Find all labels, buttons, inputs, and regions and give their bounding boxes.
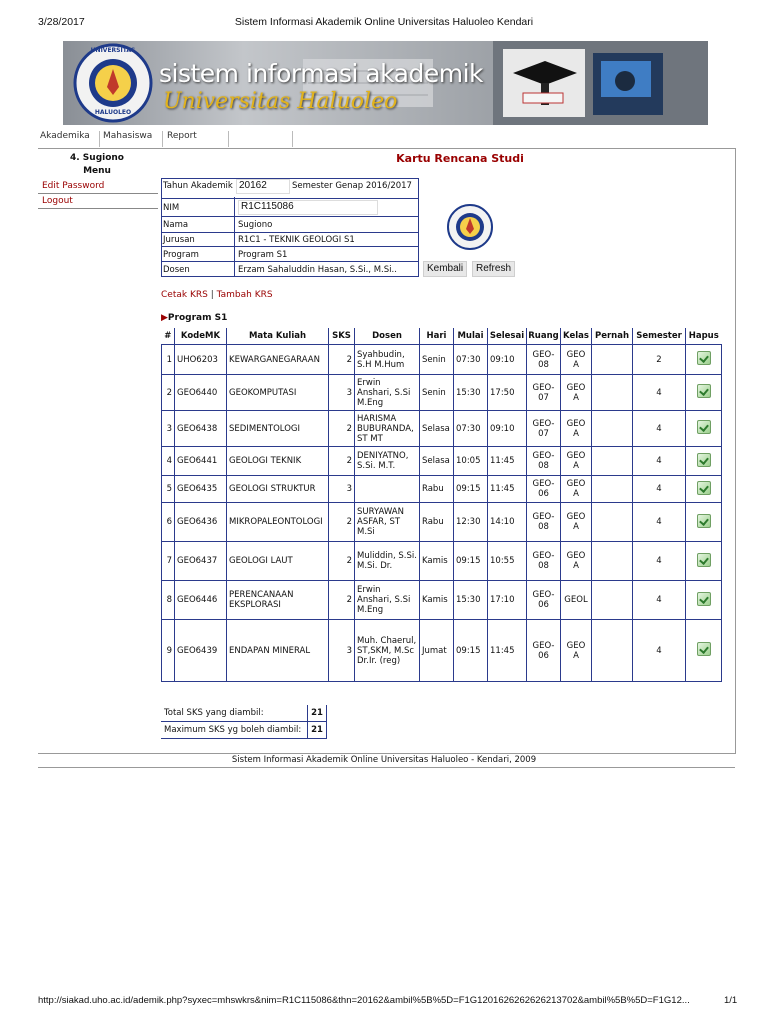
nav-separator [228,131,229,147]
col-dosen: Dosen [355,328,420,345]
sks-summary [161,705,327,739]
cell-dosen: SURYAWAN ASFAR, ST M.Si [355,503,420,542]
row-line [161,261,419,262]
cell-sks: 2 [329,345,355,375]
cell-kelas: GEO A [561,476,592,503]
cell-ruang: GEO-08 [527,503,561,542]
cell-dosen: HARISMA BUBURANDA, ST MT [355,411,420,447]
cell-matakuliah: PERENCANAAN EKSPLORASI [227,581,329,620]
cell-sks: 2 [329,503,355,542]
program-heading-text: Program S1 [167,313,228,323]
cell-kodemk: GEO6440 [175,375,227,411]
table-row [162,345,722,375]
cell-pernah [592,503,633,542]
print-header [0,16,768,30]
nav-mahasiswa[interactable]: Mahasiswa [103,131,153,141]
row-line [161,216,419,217]
col-selesai: Selesai [488,328,527,345]
nama-label: Nama [163,220,189,230]
nav-akademika[interactable]: Akademika [40,131,90,141]
total-row [161,705,327,722]
row-line [161,232,419,233]
tambah-krs-link[interactable]: Tambah KRS [216,290,273,300]
cell-pernah [592,411,633,447]
cell-no: 9 [162,620,175,682]
cell-kelas: GEO A [561,345,592,375]
cell-hari: Senin [420,375,454,411]
table-row [162,411,722,447]
kembali-button[interactable]: Kembali [423,261,467,277]
col-pernah: Pernah [592,328,633,345]
cell-mulai: 07:30 [454,345,488,375]
cell-kodemk: GEO6437 [175,542,227,581]
cell-hapus [686,620,722,682]
cell-selesai: 17:50 [488,375,527,411]
footer-text: Sistem Informasi Akademik Online Universitas Haluoleo - Kendari, 2009 [231,755,537,765]
cell-ruang: GEO-06 [527,620,561,682]
cell-hari: Rabu [420,476,454,503]
cell-ruang: GEO-06 [527,476,561,503]
cell-kelas: GEO A [561,411,592,447]
cell-dosen: Erwin Anshari, S.Si M.Eng [355,375,420,411]
cell-matakuliah: SEDIMENTOLOGI [227,411,329,447]
cell-semester: 4 [633,503,686,542]
sidebar-user [38,152,156,178]
cell-hari: Jumat [420,620,454,682]
cell-sks: 2 [329,581,355,620]
site-banner [63,41,708,125]
seal-top-text: UNIVERSITAS [90,47,136,54]
cell-no: 3 [162,411,175,447]
cell-dosen: Syahbudin, S.H M.Hum [355,345,420,375]
col-line [234,197,235,277]
cell-matakuliah: GEOLOGI TEKNIK [227,447,329,476]
delete-check-icon[interactable] [697,553,711,567]
col-mulai: Mulai [454,328,488,345]
max-value: 21 [308,722,327,739]
cell-ruang: GEO-08 [527,447,561,476]
cell-kodemk: UHO6203 [175,345,227,375]
print-date: 3/28/2017 [38,16,85,28]
user-name: 4. Sugiono [69,153,124,163]
col-hari: Hari [420,328,454,345]
cell-sks: 3 [329,476,355,503]
total-label: Total SKS yang diambil: [161,705,308,722]
table-row [162,581,722,620]
col-matakuliah: Mata Kuliah [227,328,329,345]
delete-check-icon[interactable] [697,642,711,656]
jurusan-value: R1C1 - TEKNIK GEOLOGI S1 [238,235,355,245]
cell-ruang: GEO-08 [527,345,561,375]
cell-hapus [686,503,722,542]
program-label: Program [163,250,199,260]
row-line [161,246,419,247]
dosen-label: Dosen [163,265,190,275]
cell-kelas: GEO A [561,620,592,682]
col-kodemk: KodeMK [175,328,227,345]
cell-kelas: GEO A [561,503,592,542]
cell-no: 4 [162,447,175,476]
cell-hapus [686,345,722,375]
cell-kodemk: GEO6438 [175,411,227,447]
nim-value: R1C115086 [238,200,378,215]
cell-no: 7 [162,542,175,581]
cell-matakuliah: GEOKOMPUTASI [227,375,329,411]
cell-ruang: GEO-07 [527,375,561,411]
cell-ruang: GEO-08 [527,542,561,581]
krs-table-body [162,345,722,682]
menu-heading: Menu [83,166,111,176]
nav-separator [162,131,163,147]
cell-semester: 4 [633,581,686,620]
banner-title: sistem informasi akademik [159,59,483,88]
cell-kelas: GEO A [561,375,592,411]
cell-semester: 2 [633,345,686,375]
delete-check-icon[interactable] [697,420,711,434]
cell-hari: Senin [420,345,454,375]
cell-sks: 2 [329,542,355,581]
cell-no: 5 [162,476,175,503]
table-row [162,476,722,503]
cell-semester: 4 [633,375,686,411]
cell-hapus [686,447,722,476]
cell-dosen: Erwin Anshari, S.Si M.Eng [355,581,420,620]
table-row [162,542,722,581]
print-page-number: 1/1 [724,995,738,1006]
col-hapus: Hapus [688,331,719,341]
seal-bottom-text: HALUOLEO [94,109,132,116]
cell-mulai: 10:05 [454,447,488,476]
cell-dosen: DENIYATNO, S.Si. M.T. [355,447,420,476]
triangle-right-icon: ▶ [161,313,168,323]
col-ruang: Ruang [527,328,561,345]
cell-matakuliah: MIKROPALEONTOLOGI [227,503,329,542]
max-label: Maximum SKS yg boleh diambil: [161,722,308,739]
cell-mulai: 15:30 [454,375,488,411]
cell-mulai: 09:15 [454,542,488,581]
delete-check-icon[interactable] [697,453,711,467]
cell-pernah [592,542,633,581]
cell-hari: Selasa [420,411,454,447]
cell-semester: 4 [633,411,686,447]
cell-hapus [686,411,722,447]
cell-kelas: GEO A [561,542,592,581]
cell-selesai: 11:45 [488,447,527,476]
cell-mulai: 09:15 [454,620,488,682]
max-row [161,722,327,739]
nav-report[interactable]: Report [167,131,197,141]
cell-no: 1 [162,345,175,375]
table-row [162,620,722,682]
cell-semester: 4 [633,620,686,682]
cell-pernah [592,476,633,503]
nama-value: Sugiono [238,220,273,230]
cell-selesai: 09:10 [488,345,527,375]
cell-dosen [355,476,420,503]
cell-mulai: 09:15 [454,476,488,503]
print-url: http://siakad.uho.ac.id/ademik.php?syxec=mhswkrs&nim=R1C115086&thn=20162&ambil%5B%5D=F1G1201626262626213702&ambil%5B%5D=F1G12... [38,995,690,1006]
cell-matakuliah: GEOLOGI STRUKTUR [227,476,329,503]
col-no: # [162,328,175,345]
tahun-select[interactable]: 20162 [236,179,290,194]
cell-hari: Kamis [420,542,454,581]
delete-check-icon[interactable] [697,514,711,528]
cell-mulai: 07:30 [454,411,488,447]
cell-kodemk: GEO6446 [175,581,227,620]
krs-table [161,328,722,682]
cell-hapus [686,581,722,620]
cell-selesai: 17:10 [488,581,527,620]
print-title: Sistem Informasi Akademik Online Universitas Haluoleo Kendari [234,16,534,28]
cell-no: 8 [162,581,175,620]
delete-check-icon[interactable] [697,351,711,365]
cell-semester: 4 [633,542,686,581]
cell-hapus [686,542,722,581]
cetak-krs-link[interactable]: Cetak KRS [161,290,208,300]
col-kelas: Kelas [561,328,592,345]
cell-matakuliah: KEWARGANEGARAAN [227,345,329,375]
nav-separator [99,131,100,147]
tahun-label: Tahun Akademik [163,181,233,191]
table-row [162,375,722,411]
cell-no: 2 [162,375,175,411]
cell-kodemk: GEO6441 [175,447,227,476]
delete-check-icon[interactable] [697,481,711,495]
delete-check-icon[interactable] [697,592,711,606]
cell-sks: 2 [329,411,355,447]
cell-sks: 3 [329,375,355,411]
cell-hari: Kamis [420,581,454,620]
cell-kelas: GEOL [561,581,592,620]
table-row [162,447,722,476]
cell-matakuliah: GEOLOGI LAUT [227,542,329,581]
cell-kelas: GEO A [561,447,592,476]
table-header-row [162,328,722,345]
refresh-button[interactable]: Refresh [472,261,515,277]
cell-ruang: GEO-06 [527,581,561,620]
col-sks: SKS [329,328,355,345]
total-value: 21 [308,705,327,722]
cell-selesai: 14:10 [488,503,527,542]
cell-selesai: 09:10 [488,411,527,447]
cell-hapus [686,375,722,411]
col-semester: Semester [633,328,686,345]
cell-pernah [592,620,633,682]
cell-no: 6 [162,503,175,542]
semester-text: Semester Genap 2016/2017 [292,181,412,191]
program-heading [161,313,227,323]
cell-sks: 2 [329,447,355,476]
cell-mulai: 12:30 [454,503,488,542]
cell-hari: Selasa [420,447,454,476]
cell-ruang: GEO-07 [527,411,561,447]
cell-hari: Rabu [420,503,454,542]
footer-divider [38,753,735,754]
delete-check-icon[interactable] [697,384,711,398]
logout-link[interactable]: Logout [38,195,158,209]
cell-kodemk: GEO6436 [175,503,227,542]
cell-semester: 4 [633,476,686,503]
edit-password-link[interactable]: Edit Password [38,180,158,194]
footer-divider [38,767,735,768]
link-separator: | [210,290,214,300]
cell-sks: 3 [329,620,355,682]
university-logo-icon [447,202,493,256]
cell-mulai: 15:30 [454,581,488,620]
cell-matakuliah: ENDAPAN MINERAL [227,620,329,682]
cell-kodemk: GEO6435 [175,476,227,503]
cell-pernah [592,581,633,620]
banner-subtitle: Universitas Haluoleo [163,89,398,114]
cell-semester: 4 [633,447,686,476]
cell-selesai: 11:45 [488,476,527,503]
page-title: Kartu Rencana Studi [396,152,524,165]
nav-separator [292,131,293,147]
cell-hapus [686,476,722,503]
jurusan-label: Jurusan [163,235,195,245]
cell-pernah [592,447,633,476]
program-value: Program S1 [238,250,288,260]
cell-pernah [592,375,633,411]
cell-dosen: Muh. Chaerul, ST,SKM, M.Sc Dr.Ir. (reg) [355,620,420,682]
nim-label: NIM [163,203,180,213]
cell-dosen: Muliddin, S.Si. M.Si. Dr. [355,542,420,581]
dosen-value: Erzam Sahaluddin Hasan, S.Si., M.Si.. [238,265,397,275]
table-row [162,503,722,542]
cell-selesai: 11:45 [488,620,527,682]
krs-actions [161,290,273,300]
cell-pernah [592,345,633,375]
cell-selesai: 10:55 [488,542,527,581]
cell-kodemk: GEO6439 [175,620,227,682]
